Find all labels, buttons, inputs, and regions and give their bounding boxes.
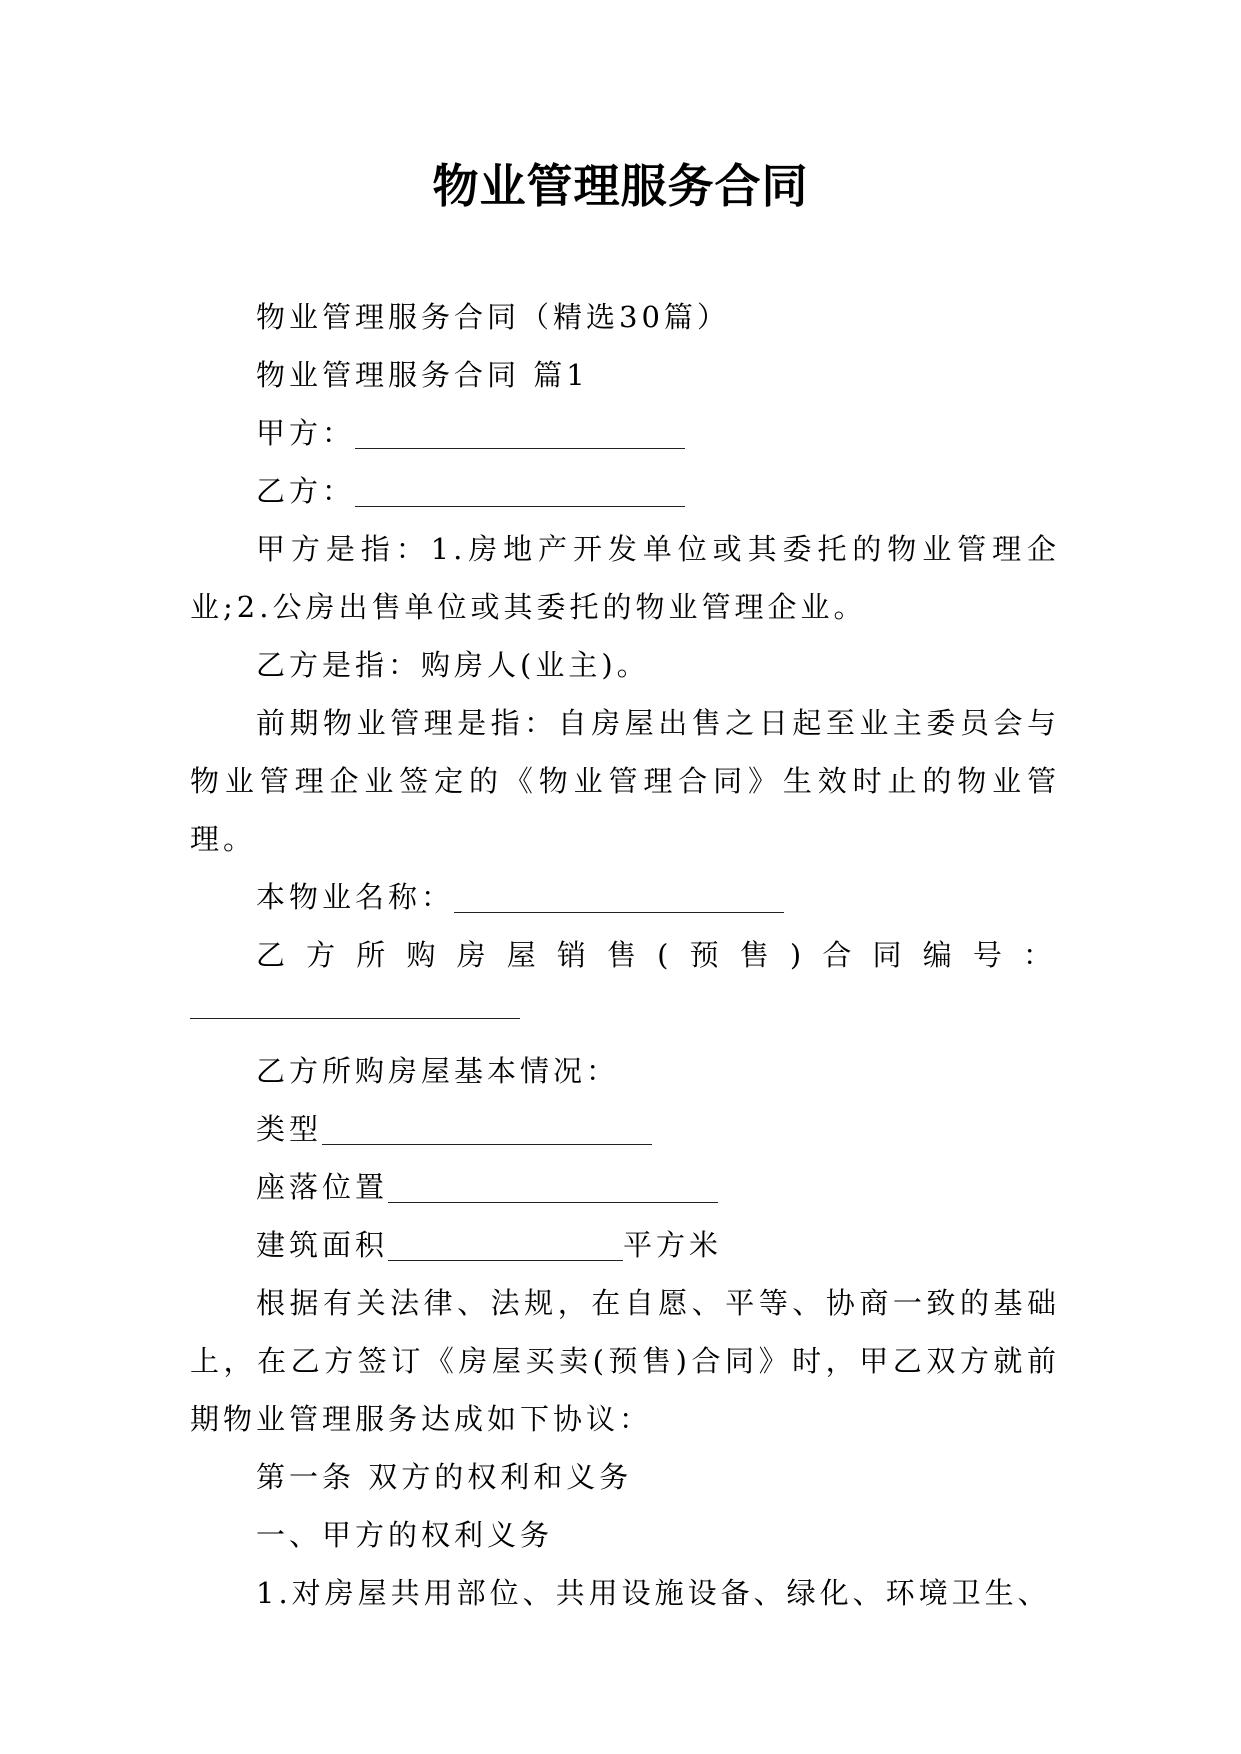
clause-1-text: 1.对房屋共用部位、共用设施设备、绿化、环境卫生、 [256, 1576, 1051, 1610]
property-name-line [190, 868, 1060, 926]
party-a-blank [355, 414, 685, 449]
pre-management-definition: 前期物业管理是指：自房屋出售之日起至业主委员会与物业管理企业签定的《物业管理合同》生效时止的物业管理。 [190, 706, 1060, 856]
contract-number-blank [190, 984, 520, 1019]
agreement-preamble: 根据有关法律、法规，在自愿、平等、协商一致的基础上，在乙方签订《房屋买卖(预售)合同》时，甲乙双方就前期物业管理服务达成如下协议： [190, 1286, 1060, 1436]
property-name-blank [454, 878, 784, 913]
contract-number-line: 乙方所购房屋销售(预售)合同编号： [256, 938, 1060, 972]
party-a-definition: 甲方是指：1.房地产开发单位或其委托的物业管理企业;2.公房出售单位或其委托的物业管理企业。 [190, 532, 1060, 624]
building-area-line [190, 1216, 1060, 1274]
house-location-blank [388, 1168, 718, 1203]
party-b-blank [355, 472, 685, 507]
party-b-label: 乙方： [256, 474, 356, 508]
house-type-label: 类型 [256, 1112, 323, 1146]
building-area-label: 建筑面积 [256, 1228, 389, 1262]
article-one-heading: 第一条 双方的权利和义务 [256, 1460, 633, 1494]
house-info-heading: 乙方所购房屋基本情况： [256, 1054, 620, 1088]
party-a-line [190, 404, 1060, 462]
contract-number-blank-line [190, 984, 1060, 1042]
building-area-unit: 平方米 [623, 1228, 723, 1262]
house-location-line [190, 1158, 1060, 1216]
document-title: 物业管理服务合同 [432, 159, 809, 213]
party-b-line [190, 462, 1060, 520]
document-body [190, 288, 1060, 1622]
house-type-line [190, 1100, 1060, 1158]
property-name-label: 本物业名称： [256, 880, 455, 914]
paragraph-heading: 物业管理服务合同（精选30篇） [256, 300, 730, 334]
house-type-blank [322, 1110, 652, 1145]
paragraph-section-title: 物业管理服务合同 篇1 [256, 358, 589, 392]
house-location-label: 座落位置 [256, 1170, 389, 1204]
party-a-label: 甲方： [256, 416, 356, 450]
building-area-blank [388, 1226, 623, 1261]
party-a-rights-heading: 一、甲方的权利义务 [256, 1518, 554, 1552]
party-b-definition: 乙方是指：购房人(业主)。 [256, 648, 650, 682]
